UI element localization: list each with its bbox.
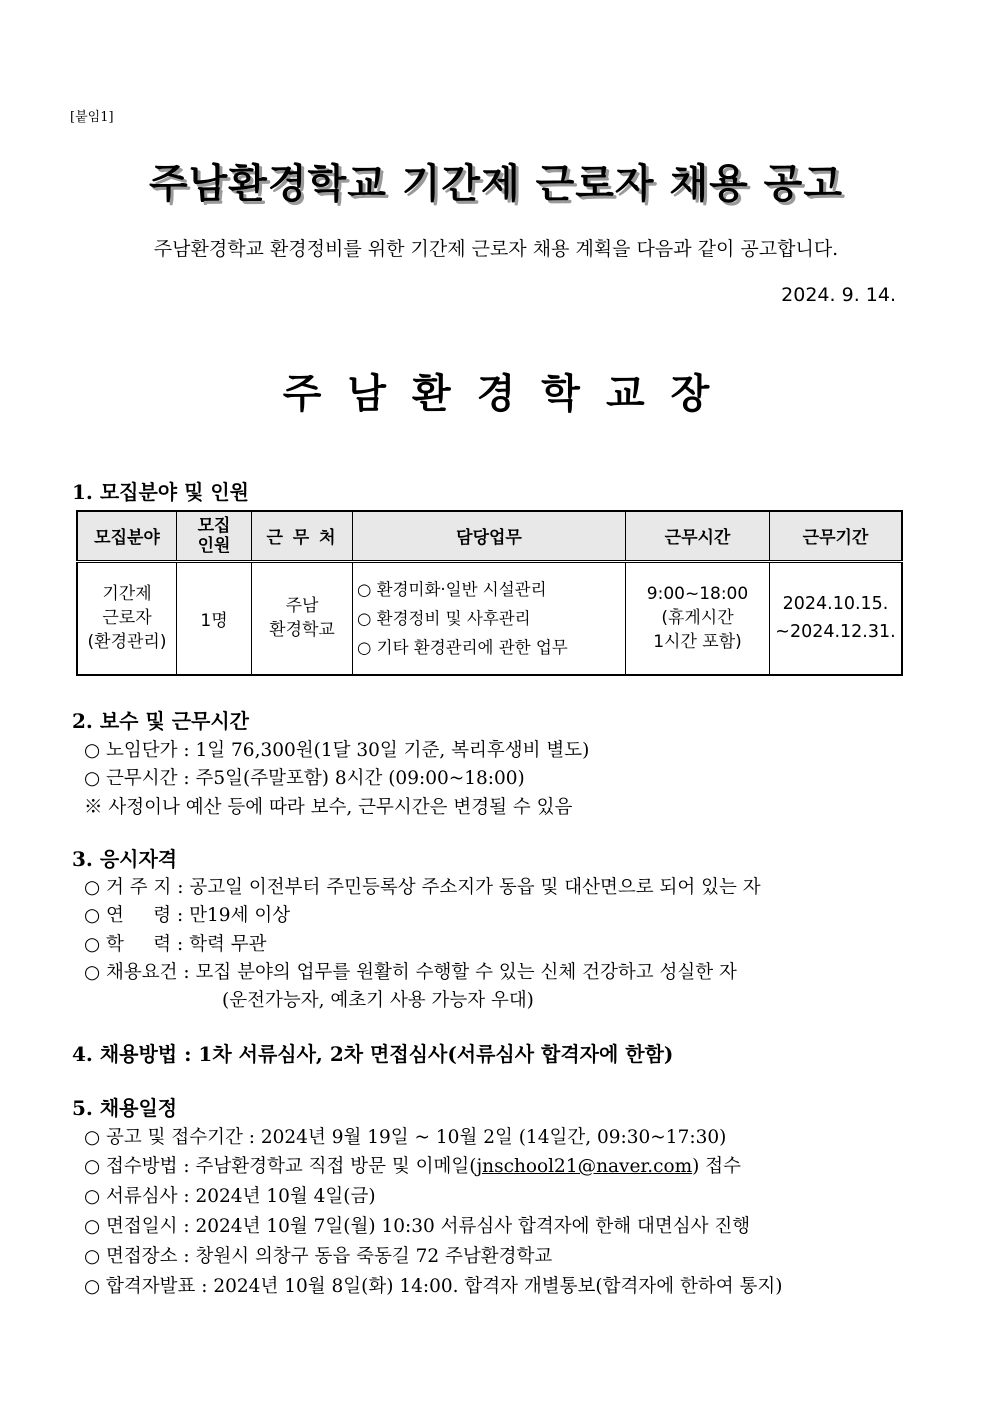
requirement-continuation: (운전가능자, 예초기 사용 가능자 우대) <box>222 990 534 1011</box>
intro-text: 주남환경학교 환경정비를 위한 기간제 근로자 채용 계획을 다음과 같이 공고합니다. <box>153 238 839 260</box>
application-method-suffix: ) 접수 <box>692 1156 742 1177</box>
cell-hours <box>626 561 770 675</box>
section5-heading: 5. 채용일정 <box>72 1096 178 1120</box>
announcement-date: 2024. 9. 14. <box>781 284 896 306</box>
table-row <box>77 561 902 675</box>
education-line: ○ 학 력 : 학력 무관 <box>84 934 267 955</box>
hours-line: (휴게시간 <box>661 608 734 629</box>
recruitment-table <box>76 510 903 676</box>
table-header-row <box>77 511 902 561</box>
header-duties: 담당업무 <box>353 511 626 561</box>
section4-heading: 4. 채용방법 : 1차 서류심사, 2차 면접심사(서류심사 합격자에 한함) <box>72 1042 674 1066</box>
email-link[interactable]: jnschool21@naver.com <box>476 1156 693 1177</box>
cell-workplace <box>252 561 353 675</box>
hours-line: 9:00~18:00 <box>646 584 749 605</box>
section1-heading: 1. 모집분야 및 인원 <box>72 480 250 504</box>
field-line: 근로자 <box>102 608 152 629</box>
period-line: 2024.10.15. <box>782 594 889 615</box>
document-review-line: ○ 서류심사 : 2024년 10월 4일(금) <box>84 1186 376 1207</box>
cell-count: 1명 <box>177 561 252 675</box>
workplace-line: 주남 <box>285 596 319 617</box>
application-method-line <box>84 1152 741 1178</box>
period-line: ~2024.12.31. <box>775 622 896 643</box>
notice-line: ※ 사정이나 예산 등에 따라 보수, 근무시간은 변경될 수 있음 <box>84 797 573 818</box>
header-count <box>177 511 252 561</box>
duty-item: ○ 기타 환경관리에 관한 업무 <box>357 637 568 657</box>
section3-heading: 3. 응시자격 <box>72 847 178 871</box>
workplace-line: 환경학교 <box>269 620 335 641</box>
header-hours: 근무시간 <box>626 511 770 561</box>
cell-duties <box>353 561 626 675</box>
header-workplace: 근 무 처 <box>252 511 353 561</box>
residence-line: ○ 거 주 지 : 공고일 이전부터 주민등록상 주소지가 동읍 및 대산면으로 되어 있는 자 <box>84 877 761 898</box>
cell-field <box>77 561 177 675</box>
attachment-label: [붙임1] <box>70 110 114 125</box>
schedule-line: ○ 공고 및 접수기간 : 2024년 9월 19일 ~ 10월 2일 (14일간, 09:30~17:30) <box>84 1127 727 1148</box>
page-title: 주남환경학교 기간제 근로자 채용 공고 <box>149 161 843 207</box>
field-line: (환경관리) <box>87 632 167 653</box>
cell-period <box>770 561 903 675</box>
requirement-line: ○ 채용요건 : 모집 분야의 업무를 원활히 수행할 수 있는 신체 건강하고 성실한 자 <box>84 962 737 983</box>
duty-item: ○ 환경미화·일반 시설관리 <box>357 579 547 599</box>
age-line: ○ 연 령 : 만19세 이상 <box>84 905 291 926</box>
application-method-text: ○ 접수방법 : 주남환경학교 직접 방문 및 이메일( <box>84 1156 477 1177</box>
duty-item: ○ 환경정비 및 사후관리 <box>357 608 531 628</box>
interview-location-line: ○ 면접장소 : 창원시 의창구 동읍 죽동길 72 주남환경학교 <box>84 1246 553 1267</box>
work-hours-line: ○ 근무시간 : 주5일(주말포함) 8시간 (09:00~18:00) <box>84 768 525 789</box>
header-period: 근무기간 <box>770 511 903 561</box>
pay-rate-line: ○ 노임단가 : 1일 76,300원(1달 30일 기준, 복리후생비 별도) <box>84 740 590 761</box>
interview-date-line: ○ 면접일시 : 2024년 10월 7일(월) 10:30 서류심사 합격자에 한해 대면심사 진행 <box>84 1216 751 1237</box>
header-count-text: 모집 인원 <box>197 515 231 556</box>
hours-line: 1시간 포함) <box>653 632 742 653</box>
field-line: 기간제 <box>102 584 152 605</box>
section2-heading: 2. 보수 및 근무시간 <box>72 709 250 733</box>
principal-signature: 주남환경학교장 <box>282 371 736 417</box>
header-field: 모집분야 <box>77 511 177 561</box>
announcement-line: ○ 합격자발표 : 2024년 10월 8일(화) 14:00. 합격자 개별통보(합격자에 한하여 통지) <box>84 1276 783 1297</box>
